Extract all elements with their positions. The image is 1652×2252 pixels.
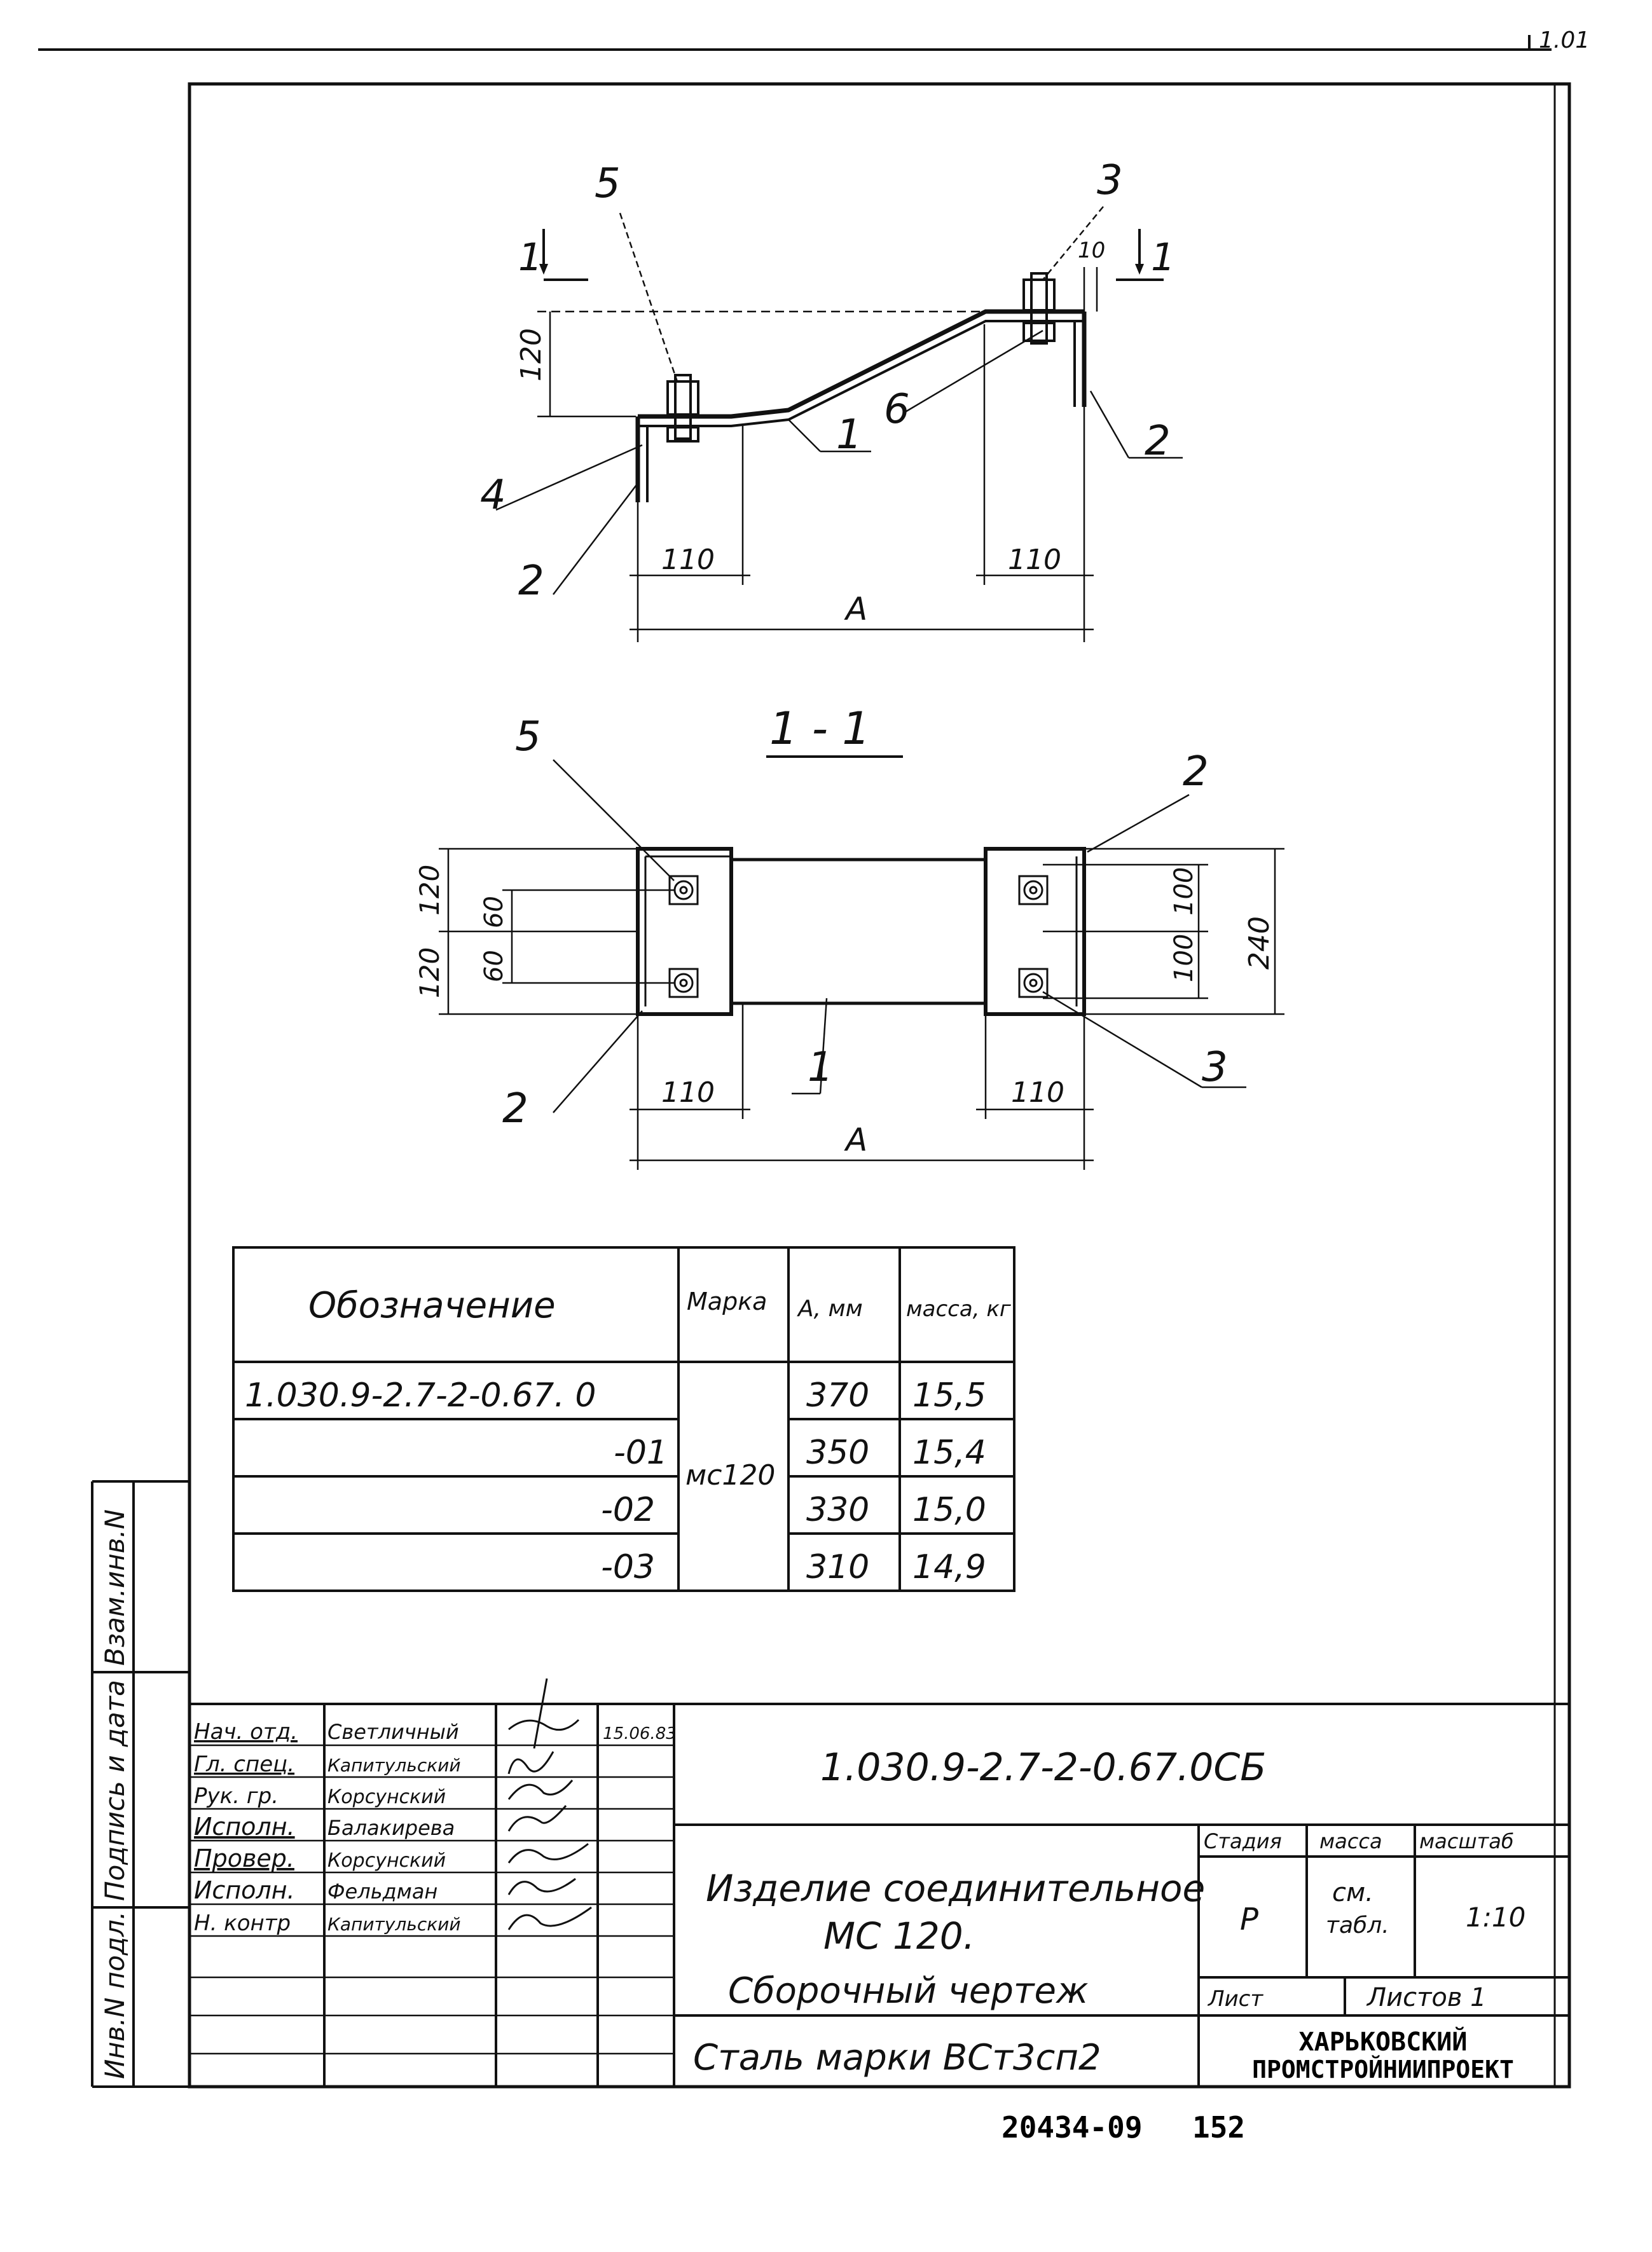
sig-role: Нач. отд. xyxy=(194,1719,298,1745)
sig-name: Светличный xyxy=(327,1720,459,1744)
spec-row-a: 330 xyxy=(806,1491,870,1529)
section-plate xyxy=(731,860,986,1003)
spec-header-designation: Обозначение xyxy=(308,1285,556,1326)
dim-120: 120 xyxy=(515,328,547,381)
sig-name: Капитульский xyxy=(327,1914,461,1935)
scale-value: 1:10 xyxy=(1466,1902,1526,1933)
dim-a-assembly: А xyxy=(846,591,868,628)
callout-4: 4 xyxy=(480,472,506,519)
spec-row-designation: -01 xyxy=(614,1434,668,1472)
section-dim-bolt-lower: 60 xyxy=(479,950,509,982)
sig-role: Рук. гр. xyxy=(194,1783,279,1809)
section-callout-5: 5 xyxy=(515,713,541,760)
spec-row-a: 350 xyxy=(806,1434,870,1472)
org-line-1: ХАРЬКОВСКИЙ xyxy=(1298,2028,1468,2057)
corner-mark: 1.01 xyxy=(1539,27,1590,53)
spec-mark-value: мс120 xyxy=(685,1459,776,1492)
section-dim-left-lower: 120 xyxy=(414,947,445,998)
callout-1: 1 xyxy=(836,411,862,458)
assembly-view xyxy=(480,157,1183,642)
spec-row-mass: 15,4 xyxy=(912,1434,986,1472)
dim-10: 10 xyxy=(1078,238,1106,263)
item-name-2: МС 120. xyxy=(823,1914,975,1958)
item-name-3: Сборочный чертеж xyxy=(728,1970,1089,2012)
spec-row-designation: -03 xyxy=(601,1548,655,1586)
section-mark-left: 1 xyxy=(518,235,543,280)
callout-5: 5 xyxy=(595,160,621,207)
callout-6: 6 xyxy=(884,386,910,433)
left-bolt xyxy=(668,375,698,441)
section-dim-right-total: 240 xyxy=(1243,916,1276,970)
spec-row-mass: 15,0 xyxy=(912,1491,986,1529)
stage-value: Р xyxy=(1240,1902,1258,1937)
spec-row-mass: 14,9 xyxy=(912,1548,986,1586)
section-title: 1 - 1 xyxy=(769,703,871,755)
spec-row-mass: 15,5 xyxy=(912,1377,986,1415)
bent-plate xyxy=(638,312,1084,416)
material: Сталь марки ВСт3сп2 xyxy=(693,2037,1101,2078)
archive-number: 20434-09 xyxy=(1002,2110,1143,2145)
spec-row-a: 310 xyxy=(806,1548,870,1586)
mass-value-2: табл. xyxy=(1326,1912,1389,1939)
section-callout-2-bottom: 2 xyxy=(502,1085,528,1132)
signature-marks xyxy=(509,1679,591,1930)
item-name-1: Изделие соединительное xyxy=(706,1867,1206,1910)
spec-row-designation: -02 xyxy=(601,1491,655,1529)
section-view xyxy=(414,703,1284,1170)
dim-110-right: 110 xyxy=(1008,544,1061,576)
sheet-label: Лист xyxy=(1208,1986,1263,2012)
sig-role: Исполн. xyxy=(194,1813,295,1841)
side-label-replace: Взам.инв.N xyxy=(99,1509,130,1666)
section-dim-right-lower: 100 xyxy=(1169,933,1199,982)
sig-role: Гл. спец. xyxy=(194,1752,295,1777)
section-dim-110-right: 110 xyxy=(1011,1076,1064,1109)
doc-code: 1.030.9-2.7-2-0.67.0СБ xyxy=(820,1745,1267,1790)
sig-name: Корсунский xyxy=(327,1850,446,1872)
sig-name: Капитульский xyxy=(327,1755,461,1776)
callout-3: 3 xyxy=(1097,157,1123,204)
section-mark-right: 1 xyxy=(1151,235,1176,280)
side-label-sign: Подпись и дата xyxy=(99,1680,130,1901)
org-line-2: ПРОМСТРОЙНИИПРОЕКТ xyxy=(1252,2056,1514,2084)
dim-110-left: 110 xyxy=(661,544,715,576)
spec-row-designation: 1.030.9-2.7-2-0.67. 0 xyxy=(245,1377,596,1415)
callout-2-right: 2 xyxy=(1145,418,1171,465)
mass-value-1: см. xyxy=(1332,1878,1373,1907)
stage-label: Стадия xyxy=(1204,1829,1282,1853)
sign-date: 15.06.83 xyxy=(603,1724,677,1743)
section-dim-bolt-upper: 60 xyxy=(479,896,509,928)
spec-row-a: 370 xyxy=(806,1377,870,1415)
section-dim-right-upper: 100 xyxy=(1169,867,1199,916)
sig-name: Балакирева xyxy=(327,1816,455,1840)
sig-name: Корсунский xyxy=(327,1786,446,1808)
section-callout-3: 3 xyxy=(1202,1044,1228,1091)
section-callout-1: 1 xyxy=(808,1044,834,1091)
section-callout-2-top: 2 xyxy=(1183,748,1209,795)
side-label-inv: Инв.N подл. xyxy=(99,1911,130,2079)
section-bolts xyxy=(670,876,1047,997)
section-dim-a: А xyxy=(846,1122,868,1158)
sig-role: Исполн. xyxy=(194,1876,295,1904)
sheets-label: Листов 1 xyxy=(1367,1983,1487,2012)
callout-2-left: 2 xyxy=(518,558,544,605)
sig-role: Н. контр xyxy=(194,1911,291,1936)
sig-name: Фельдман xyxy=(327,1879,438,1904)
title-block xyxy=(189,1679,1569,2087)
spec-header-mass: масса, кг xyxy=(906,1296,1011,1322)
sig-role: Провер. xyxy=(194,1844,294,1872)
section-dim-110-left: 110 xyxy=(661,1076,715,1109)
mass-label: масса xyxy=(1319,1829,1382,1853)
scale-label: масштаб xyxy=(1419,1829,1514,1853)
spec-table xyxy=(233,1247,1014,1591)
spec-header-mark: Марка xyxy=(687,1287,767,1315)
spec-header-a: А, мм xyxy=(798,1296,863,1322)
page-number: 152 xyxy=(1192,2110,1246,2145)
side-stamp xyxy=(92,1481,189,2087)
left-angle-section xyxy=(638,849,731,1014)
section-dim-left-upper: 120 xyxy=(414,864,445,916)
